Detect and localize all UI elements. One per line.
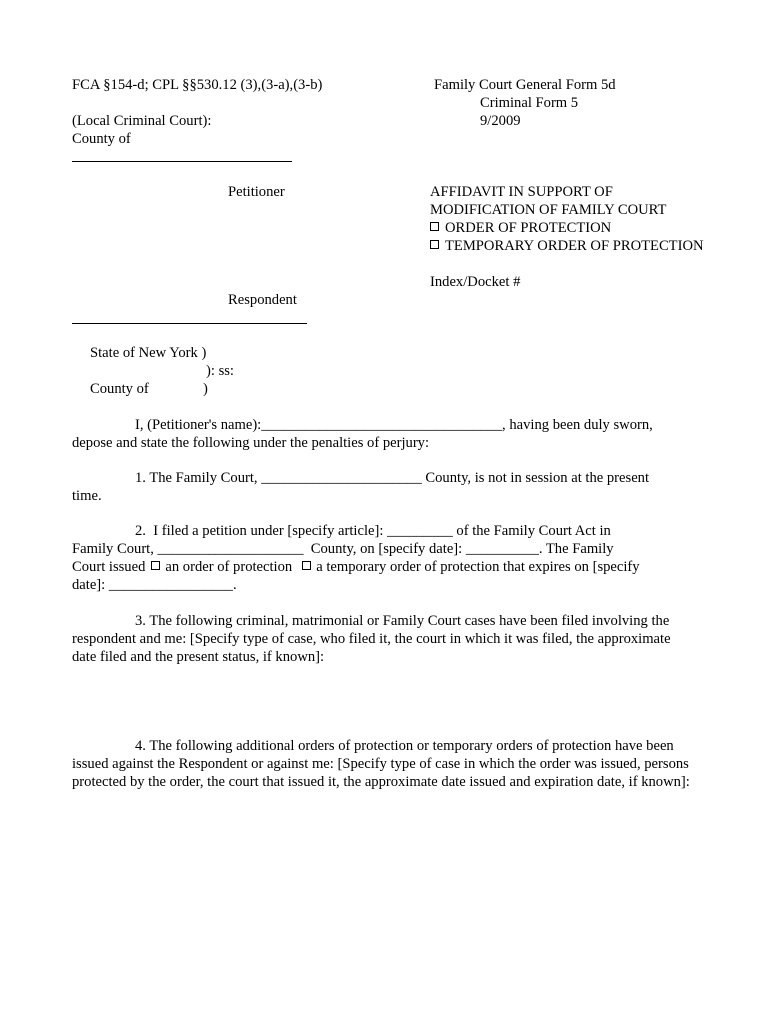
p2-text-a: 2. I filed a petition under [specify article]: <box>135 523 384 539</box>
venue-county-paren: ) <box>203 381 208 397</box>
form-revision-date: 9/2009 <box>480 113 521 129</box>
p2-article-blank[interactable]: _________ <box>387 523 453 539</box>
statute-citation: FCA §154-d; CPL §§530.12 (3),(3-a),(3-b) <box>72 77 323 93</box>
intro-line2: depose and state the following under the penalties of perjury: <box>72 435 430 451</box>
venue-state: State of New York ) <box>90 345 207 361</box>
venue-ss: ): ss: <box>206 363 234 379</box>
paragraph-1-line1 <box>135 469 649 487</box>
paragraph-1-line2: time. <box>72 488 102 504</box>
paragraph-4 <box>72 737 694 791</box>
order-issued-checkbox[interactable] <box>151 561 160 570</box>
temp-order-issued-checkbox[interactable] <box>302 561 311 570</box>
respondent-blank-line[interactable] <box>72 323 307 324</box>
p2-county-blank[interactable]: ____________________ <box>157 541 304 557</box>
p1-county-blank[interactable]: ______________________ <box>261 470 422 486</box>
order-of-protection-checkbox[interactable] <box>430 222 439 231</box>
petitioner-name-label: I, (Petitioner's name): <box>135 417 262 433</box>
petitioner-label: Petitioner <box>228 184 285 200</box>
option-order-label: ORDER OF PROTECTION <box>445 220 612 236</box>
p2-text-g: an order of protection <box>165 559 293 575</box>
p2-text-i: date]: <box>72 577 106 593</box>
paragraph-2-line1 <box>135 522 611 540</box>
p3-text: 3. The following criminal, matrimonial or Family Court cases have been filed involving the respondent and me: [Specify type of case, who filed it, the court in which it was filed, the approximate date filed and the present status, if known]: <box>72 613 671 665</box>
p4-text: 4. The following additional orders of protection or temporary orders of protection have been issued against the Respondent or against me: [Specify type of case in which the order was issued, persons protected by the order, the court that issued it, the approximate date issued and expiration date, if known]: <box>72 738 690 790</box>
p2-text-c: Family Court, <box>72 541 154 557</box>
p2-expiry-blank[interactable]: _________________ <box>108 577 233 593</box>
p2-text-j: . <box>232 577 237 593</box>
temporary-order-checkbox[interactable] <box>430 240 439 249</box>
option-order-of-protection <box>430 219 611 237</box>
p2-text-e: . The Family <box>538 541 614 557</box>
option-temporary-order <box>430 237 704 255</box>
paragraph-2-line3 <box>72 558 640 576</box>
p1-text-a: 1. The Family Court, <box>135 470 258 486</box>
local-court-label: (Local Criminal Court): <box>72 113 212 129</box>
p2-date-blank[interactable]: __________ <box>465 541 539 557</box>
p2-text-d: County, on [specify date]: <box>310 541 463 557</box>
affidavit-title-line1: AFFIDAVIT IN SUPPORT OF <box>430 184 613 200</box>
index-docket-label: Index/Docket # <box>430 274 521 290</box>
paragraph-2-line4 <box>72 576 237 594</box>
option-temp-order-label: TEMPORARY ORDER OF PROTECTION <box>445 238 704 254</box>
p1-text-b: County, is not in session at the present <box>425 470 650 486</box>
petitioner-name-blank[interactable]: _________________________________ <box>261 417 503 433</box>
venue-county: County of <box>90 381 149 397</box>
county-label: County of <box>72 131 131 147</box>
county-blank-line[interactable] <box>72 161 292 162</box>
p2-text-b: of the Family Court Act in <box>456 523 611 539</box>
respondent-label: Respondent <box>228 292 297 308</box>
p2-text-h: a temporary order of protection that expires on [specify <box>316 559 640 575</box>
intro-line1 <box>135 416 653 434</box>
form-name: Family Court General Form 5d <box>434 77 616 93</box>
affidavit-title-line2: MODIFICATION OF FAMILY COURT <box>430 202 667 218</box>
paragraph-2-line2 <box>72 540 614 558</box>
criminal-form-number: Criminal Form 5 <box>480 95 579 111</box>
p2-text-f: Court issued <box>72 559 146 575</box>
duly-sworn-text: , having been duly sworn, <box>502 417 653 433</box>
paragraph-3 <box>72 612 694 666</box>
